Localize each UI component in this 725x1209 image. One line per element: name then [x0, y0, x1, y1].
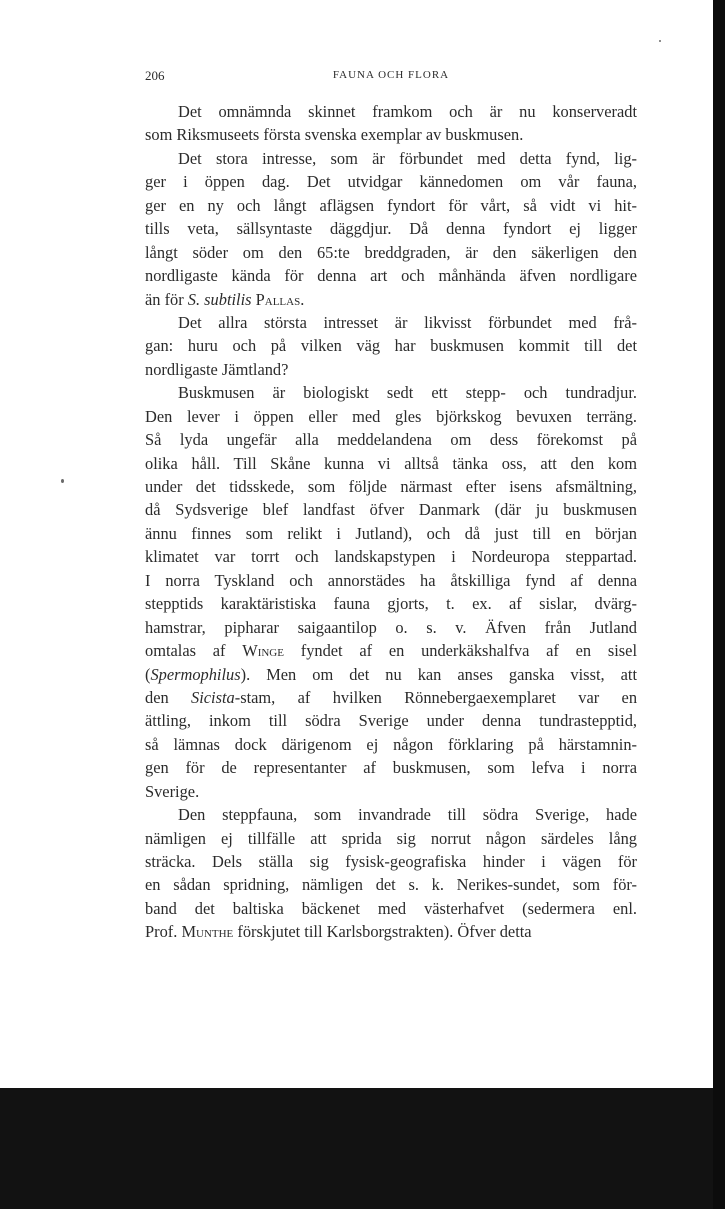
text-run: fyndet af en underkäkshalfva af en sisel — [283, 641, 637, 661]
text-run: nordligaste Jämtland? — [145, 359, 289, 379]
italic-term: S. subtilis — [187, 289, 252, 309]
text-line — [145, 850, 637, 873]
text-line — [145, 663, 637, 686]
text-line — [145, 170, 637, 193]
text-line — [145, 381, 637, 404]
text-run: Det omnämnda skinnet framkom och är nu konserveradt — [178, 102, 637, 121]
text-line — [145, 123, 637, 146]
running-head: FAUNA OCH FLORA — [332, 69, 450, 81]
text-run: stepptids karaktäristiska fauna gjorts, t. ex. af sislar, dvärg- — [145, 594, 637, 614]
text-line — [145, 358, 637, 381]
text-run: ger en ny och långt aflägsen fyndort för vårt, så vidt vi hit- — [145, 195, 637, 215]
text-run: under det tidsskede, som följde närmast efter isens afsmältning, — [145, 477, 637, 496]
text-line — [145, 428, 637, 451]
text-run: olika håll. Till Skåne kunna vi alltså tänka oss, att den kom — [145, 453, 637, 473]
text-run: då Sydsverige blef landfast öfver Danmark (där ju buskmusen — [145, 500, 637, 520]
text-run: . — [300, 289, 305, 309]
text-line — [145, 498, 637, 521]
text-run: Buskmusen är biologiskt sedt ett stepp- och tundradjur. — [178, 383, 637, 403]
scan-edge-right — [713, 0, 725, 1209]
author-name: Winge — [242, 641, 284, 661]
ink-speck — [659, 40, 661, 42]
text-run: Den steppfauna, som invandrade till södra Sverige, hade — [178, 805, 637, 825]
text-run: ger i öppen dag. Det utvidgar kännedomen om vår fauna, — [145, 172, 637, 192]
text-run: Så lyda ungefär alla meddelandena om dess förekomst på — [145, 430, 637, 450]
text-run: förskjutet till Karlsborgstrakten). Öfver detta — [233, 922, 532, 942]
text-line — [145, 616, 637, 639]
italic-term: Sicista — [191, 687, 235, 707]
text-line — [145, 756, 637, 779]
text-line — [145, 241, 637, 264]
text-run: ännu finnes som relikt i Jutland), och då just till en början — [145, 523, 637, 543]
scan-edge-bottom — [0, 1088, 713, 1209]
text-line — [145, 639, 637, 662]
body-text — [145, 100, 637, 944]
text-line — [145, 405, 637, 428]
text-run: -stam, af hvilken Rönnebergaexemplaret var en — [234, 687, 638, 707]
text-run: Det allra största intresset är likvisst förbundet med frå- — [178, 312, 637, 332]
text-line — [145, 897, 637, 920]
text-line — [145, 592, 637, 615]
text-run: klimatet var torrt och landskapstypen i Nordeuropa steppartad. — [145, 547, 637, 567]
text-run: en sådan spridning, nämligen det s. k. Nerikes-sundet, som för- — [145, 875, 637, 895]
text-run: långt söder om den 65:te breddgraden, är den säkerligen den — [145, 242, 637, 262]
text-line — [145, 100, 637, 123]
text-run: hamstrar, pipharar saigaantilop o. s. v. Äfven från Jutland — [145, 617, 637, 637]
text-line — [145, 452, 637, 475]
text-run: sträcka. Dels ställa sig fysisk-geografiska hinder i vägen för — [145, 852, 637, 871]
text-run: band det baltiska bäckenet med västerhafvet (sedermera enl. — [145, 898, 637, 918]
text-line — [145, 522, 637, 545]
text-run: så lämnas dock därigenom ej någon förklaring på härstamnin- — [145, 734, 637, 754]
author-name: Pallas — [255, 289, 301, 309]
ink-speck — [61, 479, 64, 483]
text-line — [145, 545, 637, 568]
text-run: omtalas af — [145, 641, 243, 661]
text-run: Den lever i öppen eller med gles björkskog bevuxen terräng. — [145, 406, 637, 426]
text-line — [145, 709, 637, 732]
text-line — [145, 311, 637, 334]
text-run: Prof. — [145, 922, 182, 942]
italic-term: Spermophilus — [150, 664, 241, 684]
text-line — [145, 780, 637, 803]
text-run: som Riksmuseets första svenska exemplar av buskmusen. — [145, 125, 524, 145]
text-run: I norra Tyskland och annorstädes ha åtskilliga fynd af denna — [145, 570, 637, 590]
text-run: än för — [145, 289, 188, 309]
text-run: ättling, inkom till södra Sverige under denna tundrastepptid, — [145, 711, 637, 731]
author-name: Munthe — [181, 922, 234, 942]
text-run: Sverige. — [145, 781, 200, 801]
text-line — [145, 288, 637, 311]
text-line — [145, 147, 637, 170]
text-run: nordligaste kända för denna art och månhända äfven nordligare — [145, 266, 637, 286]
text-line — [145, 803, 637, 826]
text-run: nämligen ej tillfälle att sprida sig norrut någon särdeles lång — [145, 828, 637, 848]
text-line — [145, 873, 637, 896]
text-line — [145, 569, 637, 592]
text-line — [145, 194, 637, 217]
text-line — [145, 264, 637, 287]
page-header — [145, 68, 637, 88]
text-run: Det stora intresse, som är förbundet med detta fynd, lig- — [178, 148, 637, 168]
page-number: 206 — [145, 68, 165, 83]
text-run: ( — [145, 664, 151, 684]
text-run: gan: huru och på vilken väg har buskmusen kommit till det — [145, 336, 637, 356]
text-run: tills veta, sällsyntaste däggdjur. Då denna fyndort ej ligger — [145, 219, 637, 239]
text-line — [145, 733, 637, 756]
text-run: gen för de representanter af buskmusen, som lefva i norra — [145, 758, 637, 778]
text-run: ). Men om det nu kan anses ganska visst, att — [240, 664, 637, 684]
text-line — [145, 686, 637, 709]
text-line — [145, 475, 637, 498]
text-line — [145, 217, 637, 240]
text-line — [145, 334, 637, 357]
text-line — [145, 920, 637, 943]
text-line — [145, 827, 637, 850]
text-run: den — [145, 687, 192, 707]
